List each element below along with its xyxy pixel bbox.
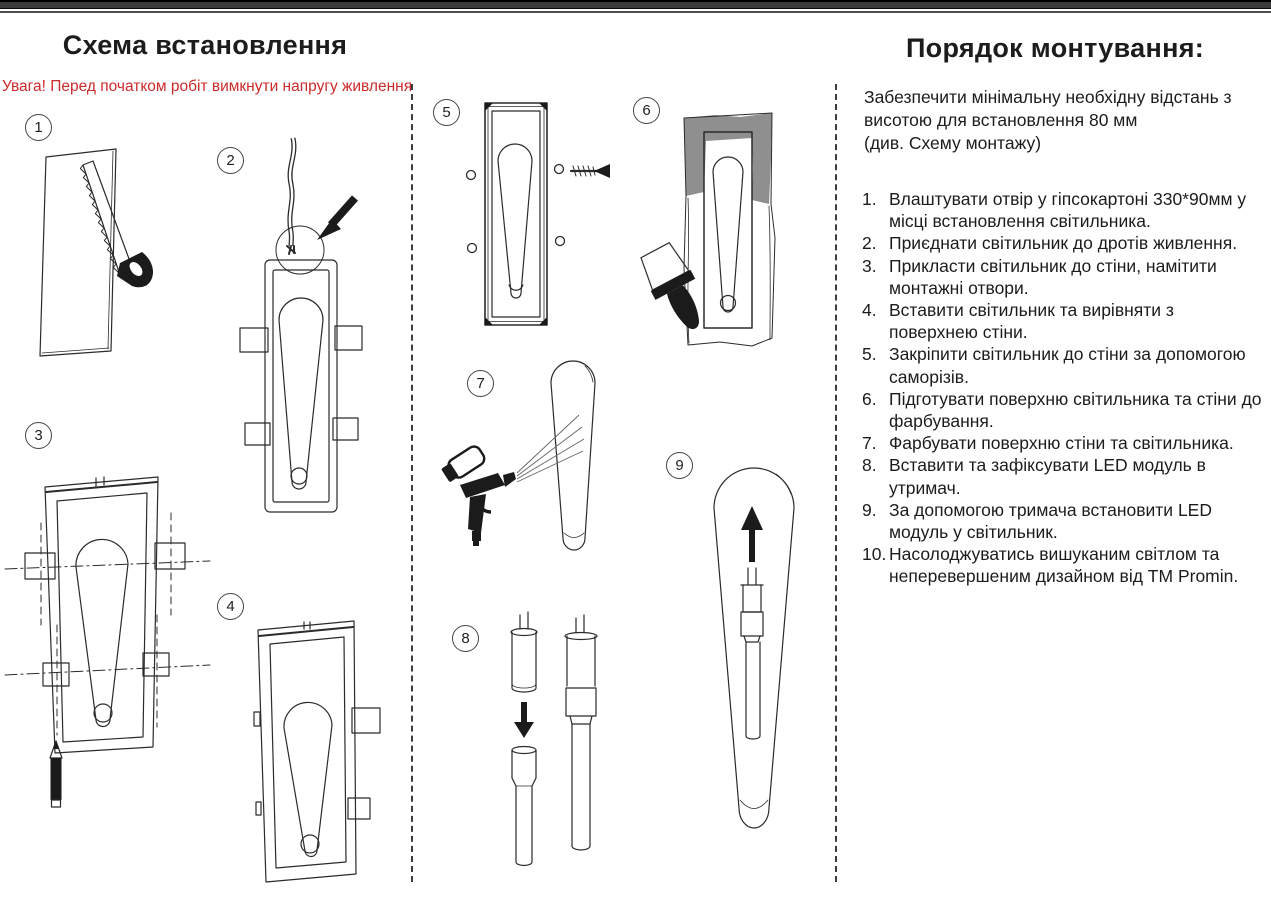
pointer-arrow-icon [317, 198, 355, 240]
list-item: 8. Вставити та зафіксувати LED модуль в утримач. [862, 455, 1206, 498]
mounting-tab [335, 326, 362, 350]
list-item: 1. Влаштувати отвір у гіпсокартоні 330*90мм у місці встановлення світильника. [862, 189, 1247, 232]
list-item: 5. Закріпити світильник до стіни за допомогою саморізів. [862, 344, 1246, 387]
figure-3-mark-mounting-holes [5, 465, 210, 810]
list-item: 7. Фарбувати поверхню стіни та світильника. [862, 433, 1234, 454]
step-marker-9: 9 [666, 452, 693, 479]
drywall-panel [40, 149, 116, 356]
mounting-tab [240, 328, 268, 352]
left-section-title: Схема встановлення [62, 30, 348, 60]
led-module [741, 568, 763, 739]
list-item: 10. Насолоджуватись вишуканим світлом та неперевершеним дизайном від TM Promin. [862, 544, 1239, 587]
wire-ends [287, 246, 295, 254]
fixture-body [45, 477, 158, 753]
column-divider-right [835, 84, 837, 882]
mounting-tab-edge [256, 802, 261, 815]
scanned-page-top-edge [0, 0, 1271, 9]
step-marker-8: 8 [452, 625, 479, 652]
step-marker-3: 3 [25, 422, 52, 449]
screw-hole [467, 171, 476, 180]
figure-7-spray-paint [443, 353, 611, 573]
figure-5-fasten-with-screws [458, 95, 613, 335]
intro-line-3: (див. Схему монтажу) [864, 133, 1042, 153]
figure-4-insert-fixture-flush [246, 616, 386, 891]
power-off-warning: Увага! Перед початком робіт вимкнути напругу живлення [2, 78, 413, 95]
mounting-tab [43, 663, 69, 686]
fixture-body [704, 132, 752, 328]
arrow-down-icon [514, 702, 534, 738]
step-marker-7: 7 [467, 370, 494, 397]
spray-mist-lines [517, 415, 584, 482]
assembled-module [565, 615, 597, 850]
fixture-body [265, 260, 337, 512]
screw-hole [555, 165, 564, 174]
connection-highlight-circle [276, 226, 324, 274]
step-marker-2: 2 [217, 147, 244, 174]
mounting-steps-list [862, 188, 1266, 588]
mounting-tab [352, 708, 380, 733]
step-marker-5: 5 [433, 99, 460, 126]
intro-line-2: висотою для встановлення 80 мм [864, 110, 1138, 130]
list-item: 4. Вставити світильник та вирівняти з поверхнею стіни. [862, 300, 1174, 343]
column-divider-left [411, 84, 413, 882]
list-item: 6. Підготувати поверхню світильника та стіни до фарбування. [862, 388, 1262, 432]
step-marker-1: 1 [25, 114, 52, 141]
fixture-front-view [485, 103, 547, 325]
figure-1-cut-opening-with-saw [32, 145, 152, 360]
figure-2-connect-power-wires [235, 136, 360, 518]
arrow-up-icon [741, 506, 763, 562]
right-section-title: Порядок монтування: [905, 33, 1205, 63]
step-marker-4: 4 [217, 593, 244, 620]
spray-gun-icon [440, 444, 516, 546]
screw-hole [556, 237, 565, 246]
list-item: 9. За допомогою тримача встановити LED модуль у світильник. [862, 499, 1212, 543]
screw-icon [571, 164, 610, 178]
scanned-page-top-edge-line [0, 11, 1271, 13]
figure-9-install-module-in-fixture [708, 458, 820, 853]
mounting-tab [143, 653, 169, 676]
pencil-icon [50, 741, 62, 807]
step-marker-6: 6 [633, 97, 660, 124]
mounting-tab [25, 553, 55, 579]
intro-line-1: Забезпечити мінімальну необхідну відстань з [864, 87, 1232, 107]
fixture-body [258, 621, 356, 882]
figure-6-apply-putty [640, 108, 788, 360]
putty-wet-area [684, 113, 772, 204]
figure-8-insert-led-module [498, 610, 610, 878]
mounting-intro [864, 86, 1266, 155]
mounting-tab [245, 423, 270, 445]
screw-hole [468, 244, 477, 253]
mounting-tab [155, 543, 185, 569]
hand-saw-icon [80, 161, 153, 287]
mounting-tab-edge [254, 712, 260, 726]
led-module [511, 612, 537, 692]
module-holder [512, 747, 536, 866]
centerline-horizontal [5, 561, 210, 675]
mounting-tab [348, 798, 370, 819]
list-item: 2. Приєднати світильник до дротів живлення. [862, 233, 1238, 254]
list-item: 3. Прикласти світильник до стіни, намітити монтажні отвори. [862, 255, 1217, 298]
